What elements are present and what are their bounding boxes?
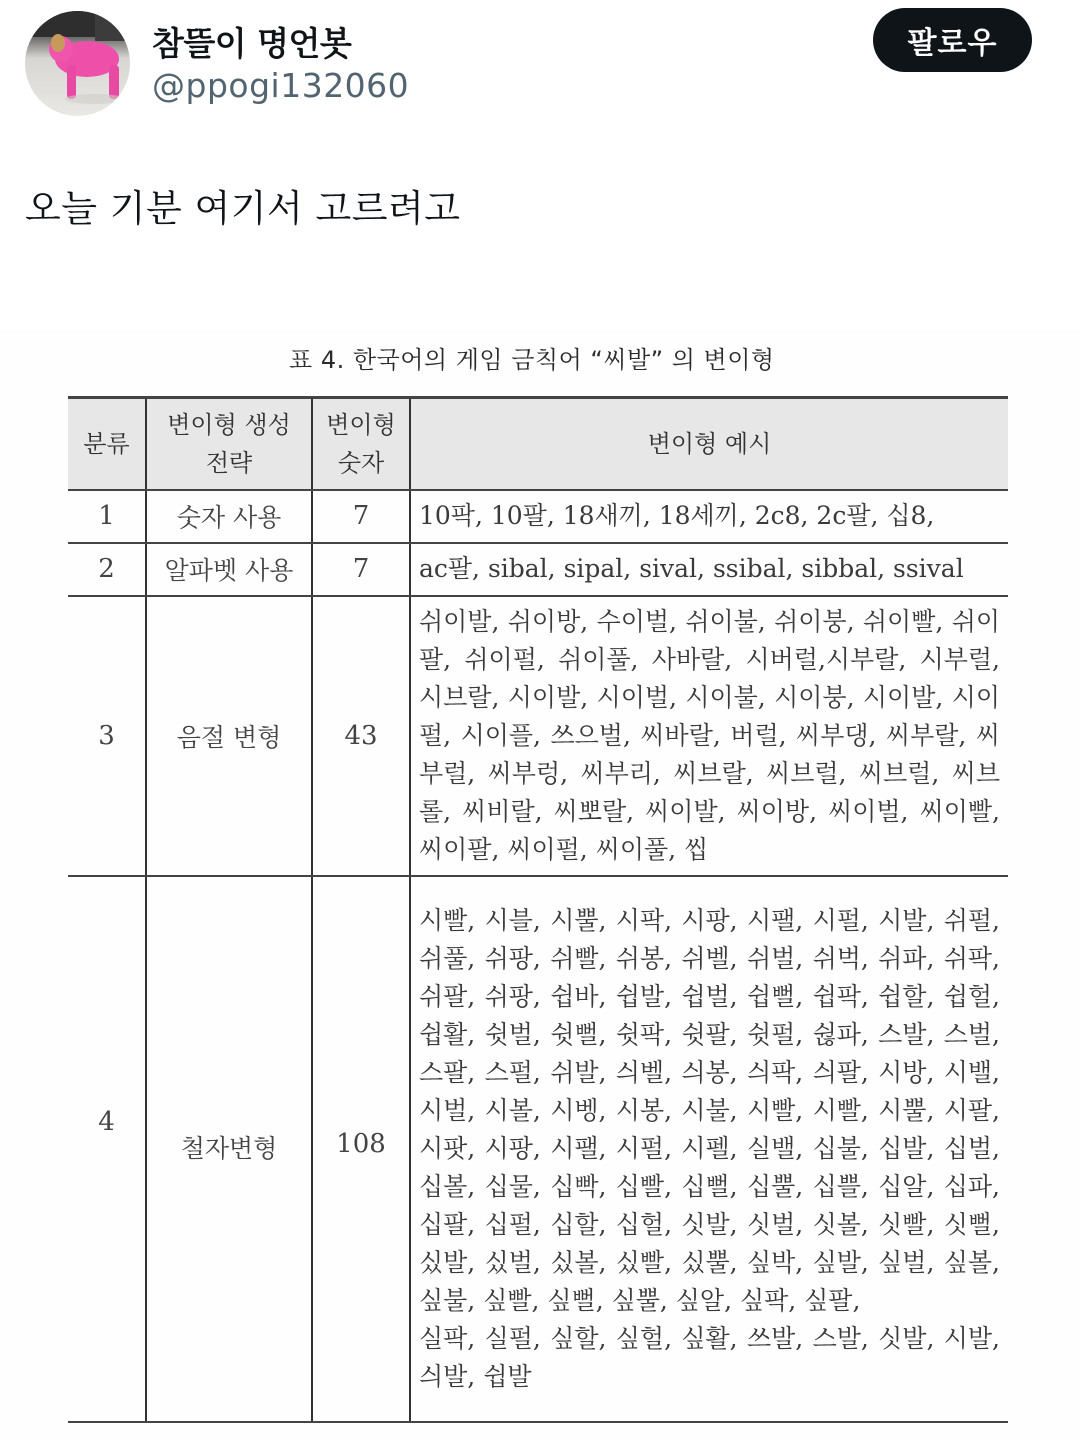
row-examples-extra: 실팍, 실펄, 싶할, 싶헐, 싶활, 쓰발, 스발, 싯발, 시발, 싀발, 쉽발 bbox=[419, 1323, 1000, 1391]
table-caption: 표 4. 한국어의 게임 금칙어 “씨발” 의 변이형 bbox=[289, 346, 775, 374]
header-strategy-line2: 전략 bbox=[205, 448, 253, 477]
row-strategy: 철자변형 bbox=[146, 876, 312, 1422]
row-examples bbox=[410, 876, 1008, 1422]
follow-button[interactable]: 팔로우 bbox=[873, 8, 1032, 72]
user-handle[interactable]: @ppogi132060 bbox=[152, 66, 410, 105]
avatar[interactable] bbox=[25, 11, 130, 116]
table-row bbox=[68, 596, 1008, 876]
row-count: 108 bbox=[312, 876, 410, 1422]
display-name[interactable]: 참뜰이 명언봇 bbox=[152, 24, 352, 63]
avatar-pink-cat-icon bbox=[25, 11, 130, 116]
table-row bbox=[68, 543, 1008, 596]
row-count: 7 bbox=[312, 490, 410, 543]
row-category: 3 bbox=[68, 596, 146, 876]
row-category: 2 bbox=[68, 543, 146, 596]
table-header-row bbox=[68, 398, 1008, 490]
header-category: 분류 bbox=[68, 398, 146, 490]
row-category: 4 bbox=[68, 876, 146, 1422]
header-count-line1: 변이형 bbox=[326, 410, 396, 439]
header-count-line2: 숫자 bbox=[337, 448, 385, 477]
row-count: 7 bbox=[312, 543, 410, 596]
row-strategy: 숫자 사용 bbox=[146, 490, 312, 543]
row-examples: 쉬이발, 쉬이방, 수이벌, 쉬이불, 쉬이붕, 쉬이빨, 쉬이팔, 쉬이펄, 쉬이풀, 사바랄, 시버럴,시부랄, 시부럴, 시브랄, 시이발, 시이벌, 시이불, 시이붕, 시이발, 시이펄, 시이플, 쓰으벌, 씨바랄, 버럴, 씨부댕, 씨부랄, 씨부럴, 씨부렁, 씨부리, 씨브랄, 씨브럴, 씨브럴, 씨브롤, 씨비랄, 씨뽀랄, 씨이발, 씨이방, 씨이벌, 씨이빨, 씨이팔, 씨이펄, 씨이풀, 씹 bbox=[410, 596, 1008, 876]
table-row bbox=[68, 876, 1008, 1422]
header-examples: 변이형 예시 bbox=[410, 398, 1008, 490]
post-text: 오늘 기분 여기서 고르려고 bbox=[25, 187, 461, 230]
header-strategy-line1: 변이형 생성 bbox=[167, 410, 291, 439]
row-strategy: 알파벳 사용 bbox=[146, 543, 312, 596]
row-examples: 10팍, 10팔, 18새끼, 18세끼, 2c8, 2c팔, 십8, bbox=[410, 490, 1008, 543]
header-count bbox=[312, 398, 410, 490]
header-strategy bbox=[146, 398, 312, 490]
row-examples: ac팔, sibal, sipal, sival, ssibal, sibbal, ssival bbox=[410, 543, 1008, 596]
table-row bbox=[68, 490, 1008, 543]
row-examples-main: 시빨, 시블, 시뿔, 시팍, 시팡, 시팰, 시펄, 시발, 쉬펄, 쉬풀, 쉬팡, 쉬빨, 쉬봉, 쉬벨, 쉬벌, 쉬벅, 쉬파, 쉬팍, 쉬팔, 쉬팡, 쉽바, 쉽발, 쉽벌, 쉽뻘, 쉽팍, 쉽할, 쉽헐, 쉽활, 쉿벌, 쉿뻘, 쉿팍, 쉿팔, 쉿펄, 쉲파, 스발, 스벌, 스팔, 스펄, 쉬발, 싀벨, 싀봉, 싀팍, 싀팔, 시방, 시밸, 시벌, 시볼, 시벵, 시봉, 시불, 시빨, 시빨, 시뿔, 시팔, 시팟, 시팡, 시팰, 시펄, 시펠, 실밸, 십불, 십발, 십벌, 십볼, 십물, 십빡, 십빨, 십뻘, 십뿔, 십쁠, 십알, 십파, 십팔, 십펄, 십할, 십헐, 싯발, 싯벌, 싯볼, 싯빨, 싯뻘, 싰발, 싰벌, 싰볼, 싰빨, 싰뿔, 싶박, 싶발, 싶벌, 싶볼, 싶불, 싶빨, 싶뻘, 싶뿔, 싶알, 싶팍, 싶팔, bbox=[419, 905, 1000, 1315]
row-count: 43 bbox=[312, 596, 410, 876]
attached-image[interactable] bbox=[0, 330, 1080, 1440]
post-header bbox=[0, 0, 1080, 130]
variants-table bbox=[68, 396, 1008, 1423]
row-category: 1 bbox=[68, 490, 146, 543]
row-strategy: 음절 변형 bbox=[146, 596, 312, 876]
